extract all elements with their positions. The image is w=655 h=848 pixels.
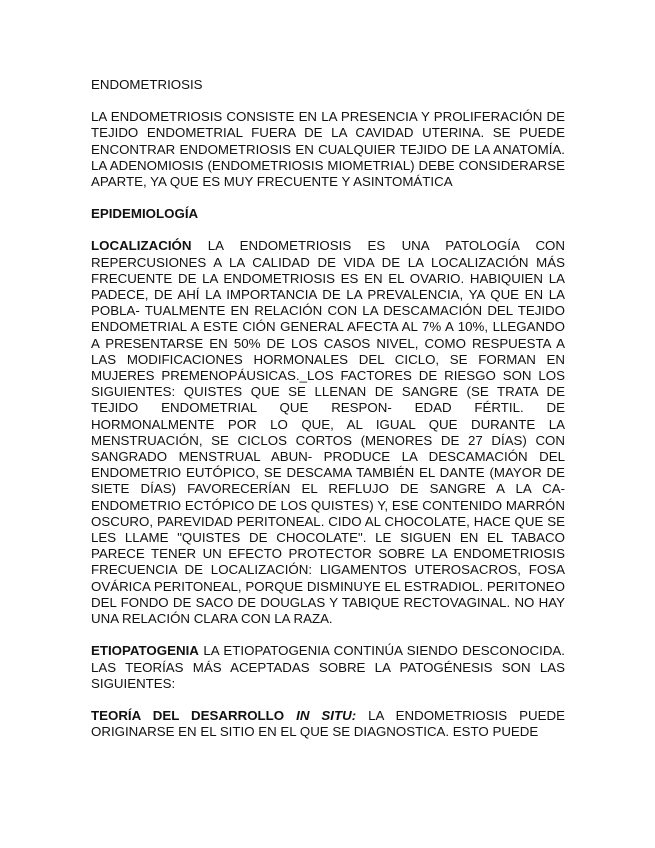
localizacion-text: LA ENDOMETRIOSIS ES UNA PATOLOGÍA CON REPERCUSIONES A LA CALIDAD DE VIDA DE LA LOCALIZACIÓN MÁS FRECUENTE DE LA ENDOMETRIOSIS ES EN EL OVARIO. HABIQUIEN LA PADECE, DE AHÍ LA IMPORTANCIA DE LA PREVALENCIA, YA QUE EN LA POBLA- TUALMENTE EN RELACIÓN CON LA DESCAMACIÓN DEL TEJIDO ENDOMETRIAL A ESTE CIÓN GENERAL AFECTA AL 7% A 10%, LLEGANDO A PRESENTARSE EN 50% DE LOS CASOS NIVEL, COMO RESPUESTA A LAS MODIFICACIONES HORMONALES DEL CICLO, SE FORMAN EN MUJERES PREMENOPÁUSICAS._LOS FACTORES DE RIESGO SON LOS SIGUIENTES: QUISTES QUE SE LLENAN DE SANGRE (SE TRATA DE TEJIDO ENDOMETRIAL QUE RESPON- EDAD FÉRTIL. DE HORMONALMENTE POR LO QUE, AL IGUAL QUE DURANTE LA MENSTRUACIÓN, SE CICLOS CORTOS (MENORES DE 27 DÍAS) CON SANGRADO MENSTRUAL ABUN- PRODUCE LA DESCAMACIÓN DEL ENDOMETRIO EUTÓPICO, SE DESCAMA TAMBIÉN EL DANTE (MAYOR DE SIETE DÍAS) FAVORECERÍAN EL REFLUJO DE SANGRE A LA CA- ENDOMETRIO ECTÓPICO DE LOS QUISTES) Y, ESE CONTENIDO MARRÓN OSCURO, PAREVIDAD PERITONEAL. CIDO AL CHOCOLATE, HACE QUE SE LES LLAME "QUISTES DE CHOCOLATE". LE SIGUEN EN EL TABACO PARECE TENER UN EFECTO PROTECTOR SOBRE LA ENDOMETRIOSIS FRECUENCIA DE LOCALIZACIÓN: LIGAMENTOS UTEROSACROS, FOSA OVÁRICA PERITONEAL, PORQUE DISMINUYE EL ESTRADIOL. PERITONEO DEL FONDO DE SACO DE DOUGLAS Y TABIQUE RECTOVAGINAL. NO HAY UNA RELACIÓN CLARA CON LA RAZA. — [91, 238, 565, 627]
section-heading-epidemiologia: EPIDEMIOLOGÍA — [91, 206, 199, 222]
etiopatogenia-paragraph — [91, 643, 565, 692]
teoria-label-italic: IN SITU: — [296, 707, 357, 723]
localizacion-paragraph — [91, 238, 565, 627]
localizacion-label: LOCALIZACIÓN — [91, 238, 192, 254]
intro-paragraph: LA ENDOMETRIOSIS CONSISTE EN LA PRESENCIA Y PROLIFERACIÓN DE TEJIDO ENDOMETRIAL FUERA DE LA CAVIDAD UTERINA. SE PUEDE ENCONTRAR ENDOMETRIOSIS EN CUALQUIER TEJIDO DE LA ANATOMÍA. LA ADENOMIOSIS (ENDOMETRIOSIS MIOMETRIAL) DEBE CONSIDERARSE APARTE, YA QUE ES MUY FRECUENTE Y ASINTOMÁTICA — [91, 109, 565, 190]
teoria-paragraph — [91, 708, 565, 740]
document-page — [91, 77, 565, 756]
teoria-label: TEORÍA DEL DESARROLLO — [91, 707, 297, 723]
teoria-text: LA ENDOMETRIOSIS PUEDE ORIGINARSE EN EL SITIO EN EL QUE SE DIAGNOSTICA. ESTO PUEDE — [91, 707, 565, 740]
etiopatogenia-text: LA ETIOPATOGENIA CONTINÚA SIENDO DESCONOCIDA. LAS TEORÍAS MÁS ACEPTADAS SOBRE LA PATOGÉNESIS SON LAS SIGUIENTES: — [91, 643, 565, 691]
etiopatogenia-label: ETIOPATOGENIA — [91, 643, 199, 659]
document-title: ENDOMETRIOSIS — [91, 77, 203, 92]
